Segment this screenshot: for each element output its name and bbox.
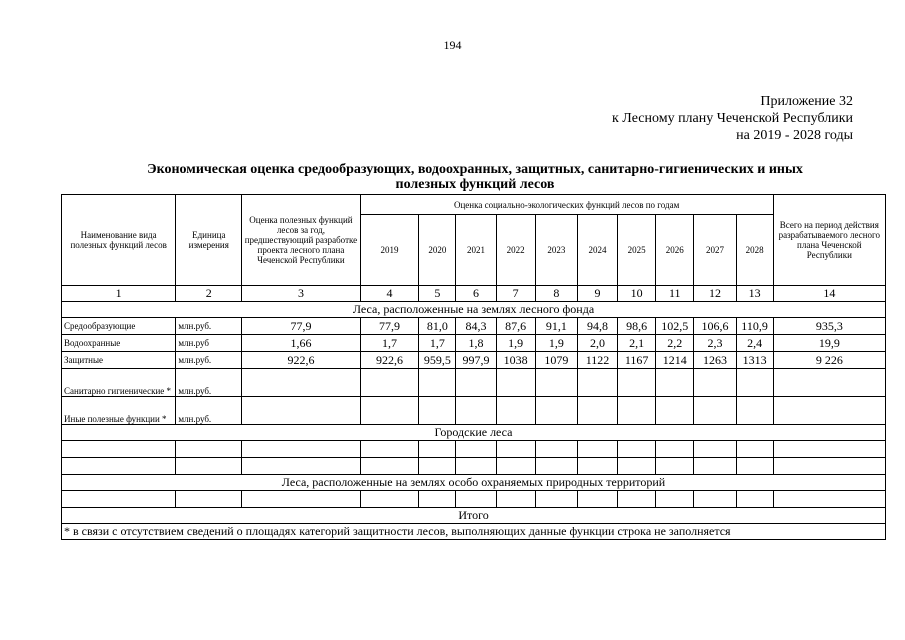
row-unit: млн.руб. xyxy=(176,352,242,369)
empty-row xyxy=(62,441,886,458)
row-year-value xyxy=(577,397,617,425)
row-year-value xyxy=(577,369,617,397)
row-year-value xyxy=(360,369,419,397)
column-number: 13 xyxy=(736,286,773,302)
column-number: 12 xyxy=(694,286,736,302)
row-year-value: 1079 xyxy=(535,352,577,369)
row-name: Средообразующие xyxy=(62,318,176,335)
row-year-value xyxy=(535,397,577,425)
header-year: 2028 xyxy=(736,215,773,286)
row-unit: млн.руб. xyxy=(176,369,242,397)
header-year: 2026 xyxy=(656,215,694,286)
row-total: 9 226 xyxy=(773,352,885,369)
row-year-value: 1,7 xyxy=(419,335,456,352)
row-year-value xyxy=(656,369,694,397)
row-year-value: 2,0 xyxy=(577,335,617,352)
row-year-value: 1122 xyxy=(577,352,617,369)
row-year-value: 106,6 xyxy=(694,318,736,335)
row-prior-value: 922,6 xyxy=(242,352,360,369)
row-year-value: 997,9 xyxy=(456,352,496,369)
row-unit: млн.руб. xyxy=(176,397,242,425)
footnote: * в связи с отсутствием сведений о площадях категорий защитности лесов, выполняющих данные функции строка не заполняется xyxy=(62,524,886,540)
row-year-value xyxy=(618,397,656,425)
row-total: 935,3 xyxy=(773,318,885,335)
row-total xyxy=(773,369,885,397)
row-name: Защитные xyxy=(62,352,176,369)
section-protected-areas: Леса, расположенные на землях особо охраняемых природных территорий xyxy=(62,475,886,491)
evaluation-table xyxy=(61,194,886,540)
row-year-value: 959,5 xyxy=(419,352,456,369)
row-unit: млн.руб. xyxy=(176,318,242,335)
column-number: 6 xyxy=(456,286,496,302)
row-year-value xyxy=(535,369,577,397)
row-year-value: 87,6 xyxy=(496,318,535,335)
header-name: Наименование вида полезных функций лесов xyxy=(62,195,176,286)
row-year-value xyxy=(456,397,496,425)
table-row xyxy=(62,369,886,397)
row-year-value: 1214 xyxy=(656,352,694,369)
row-year-value xyxy=(656,397,694,425)
header-year: 2020 xyxy=(419,215,456,286)
row-year-value: 1,9 xyxy=(535,335,577,352)
section-total: Итого xyxy=(62,508,886,524)
column-number: 1 xyxy=(62,286,176,302)
row-year-value xyxy=(419,397,456,425)
empty-row xyxy=(62,458,886,475)
table-row xyxy=(62,318,886,335)
header-unit: Единица измерения xyxy=(176,195,242,286)
appendix-block xyxy=(612,93,853,144)
table-row xyxy=(62,335,886,352)
header-year: 2022 xyxy=(496,215,535,286)
column-number: 9 xyxy=(577,286,617,302)
row-prior-value: 77,9 xyxy=(242,318,360,335)
header-year: 2023 xyxy=(535,215,577,286)
row-year-value: 91,1 xyxy=(535,318,577,335)
column-number: 5 xyxy=(419,286,456,302)
section-forest-fund: Леса, расположенные на землях лесного фонда xyxy=(62,302,886,318)
row-year-value: 77,9 xyxy=(360,318,419,335)
row-year-value: 1038 xyxy=(496,352,535,369)
appendix-line-2: к Лесному плану Чеченской Республики xyxy=(612,111,853,126)
empty-row xyxy=(62,491,886,508)
row-year-value: 1313 xyxy=(736,352,773,369)
row-year-value xyxy=(618,369,656,397)
row-year-value: 1,8 xyxy=(456,335,496,352)
row-year-value: 98,6 xyxy=(618,318,656,335)
row-year-value: 922,6 xyxy=(360,352,419,369)
row-year-value xyxy=(496,369,535,397)
column-number: 8 xyxy=(535,286,577,302)
appendix-line-1: Приложение 32 xyxy=(760,94,853,109)
row-year-value xyxy=(736,369,773,397)
column-number: 7 xyxy=(496,286,535,302)
row-name: Водоохранные xyxy=(62,335,176,352)
header-years-group: Оценка социально-экологических функций лесов по годам xyxy=(360,195,773,215)
row-year-value xyxy=(694,397,736,425)
row-total xyxy=(773,397,885,425)
row-prior-value xyxy=(242,397,360,425)
column-number: 2 xyxy=(176,286,242,302)
title-line-1: Экономическая оценка средообразующих, водоохранных, защитных, санитарно-гигиенических и иных xyxy=(147,162,803,177)
row-year-value: 2,1 xyxy=(618,335,656,352)
title-line-2: полезных функций лесов xyxy=(395,177,555,192)
row-year-value: 81,0 xyxy=(419,318,456,335)
table-row xyxy=(62,352,886,369)
header-year: 2024 xyxy=(577,215,617,286)
row-year-value xyxy=(694,369,736,397)
row-year-value: 1,7 xyxy=(360,335,419,352)
appendix-line-3: на 2019 - 2028 годы xyxy=(736,128,853,143)
column-number: 14 xyxy=(773,286,885,302)
row-year-value: 102,5 xyxy=(656,318,694,335)
row-unit: млн.руб xyxy=(176,335,242,352)
row-year-value: 2,4 xyxy=(736,335,773,352)
row-year-value xyxy=(360,397,419,425)
header-year: 2021 xyxy=(456,215,496,286)
row-year-value: 1,9 xyxy=(496,335,535,352)
row-year-value: 110,9 xyxy=(736,318,773,335)
row-year-value xyxy=(736,397,773,425)
page-number: 194 xyxy=(443,38,462,52)
header-year: 2025 xyxy=(618,215,656,286)
row-year-value xyxy=(496,397,535,425)
row-year-value: 1263 xyxy=(694,352,736,369)
column-numbers-row xyxy=(62,286,886,302)
document-title xyxy=(60,162,890,192)
row-name: Иные полезные функции * xyxy=(62,397,176,425)
row-total: 19,9 xyxy=(773,335,885,352)
column-number: 10 xyxy=(618,286,656,302)
row-year-value xyxy=(419,369,456,397)
row-year-value: 2,3 xyxy=(694,335,736,352)
row-year-value xyxy=(456,369,496,397)
row-year-value: 1167 xyxy=(618,352,656,369)
row-name: Санитарно гигиенические * xyxy=(62,369,176,397)
row-year-value: 2,2 xyxy=(656,335,694,352)
column-number: 3 xyxy=(242,286,360,302)
header-year: 2027 xyxy=(694,215,736,286)
section-urban-forests: Городские леса xyxy=(62,425,886,441)
row-prior-value xyxy=(242,369,360,397)
header-year: 2019 xyxy=(360,215,419,286)
row-prior-value: 1,66 xyxy=(242,335,360,352)
table-row xyxy=(62,397,886,425)
header-total: Всего на период действия разрабатываемого лесного плана Чеченской Республики xyxy=(773,195,885,286)
column-number: 11 xyxy=(656,286,694,302)
row-year-value: 94,8 xyxy=(577,318,617,335)
header-prior-year: Оценка полезных функций лесов за год, предшествующий разработке проекта лесного плана Чеченской Республики xyxy=(242,195,360,286)
column-number: 4 xyxy=(360,286,419,302)
row-year-value: 84,3 xyxy=(456,318,496,335)
